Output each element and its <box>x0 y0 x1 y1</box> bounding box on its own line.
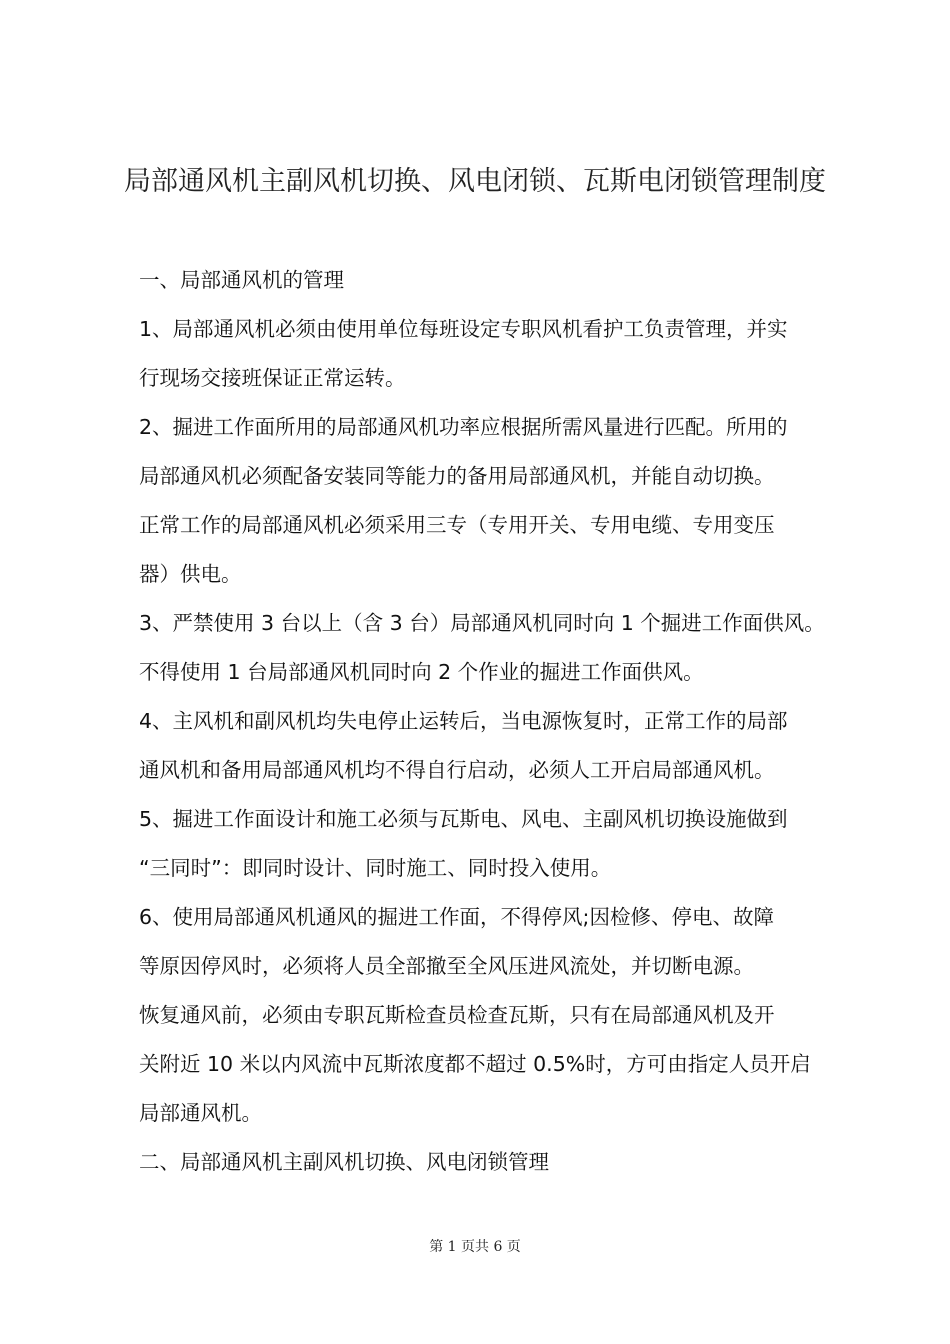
paragraph-line: 通风机和备用局部通风机均不得自行启动，必须人工开启局部通风机。 <box>139 758 775 782</box>
paragraph-line: 局部通风机必须配备安装同等能力的备用局部通风机，并能自动切换。 <box>139 464 775 488</box>
paragraph-line: 4、主风机和副风机均失电停止运转后，当电源恢复时，正常工作的局部 <box>139 709 788 733</box>
paragraph-line: 正常工作的局部通风机必须采用三专（专用开关、专用电缆、专用变压 <box>139 513 775 537</box>
paragraph-line: 5、掘进工作面设计和施工必须与瓦斯电、风电、主副风机切换设施做到 <box>139 807 788 831</box>
document-body <box>139 256 825 1187</box>
paragraph-line: 3、严禁使用 3 台以上（含 3 台）局部通风机同时向 1 个掘进工作面供风。 <box>139 611 825 635</box>
paragraph-line: 器）供电。 <box>139 562 242 586</box>
page-title: 局部通风机主副风机切换、风电闭锁、瓦斯电闭锁管理制度 <box>124 166 826 197</box>
section-heading: 一、局部通风机的管理 <box>139 268 344 292</box>
paragraph-line: 行现场交接班保证正常运转。 <box>139 366 406 390</box>
paragraph-line: 关附近 10 米以内风流中瓦斯浓度都不超过 0.5%时，方可由指定人员开启 <box>139 1052 811 1076</box>
paragraph-line: 恢复通风前，必须由专职瓦斯检查员检查瓦斯，只有在局部通风机及开 <box>139 1003 775 1027</box>
paragraph-line: 局部通风机。 <box>139 1101 262 1125</box>
page-footer: 第 1 页共 6 页 <box>429 1239 521 1255</box>
paragraph-line: 2、掘进工作面所用的局部通风机功率应根据所需风量进行匹配。所用的 <box>139 415 788 439</box>
section-heading: 二、局部通风机主副风机切换、风电闭锁管理 <box>139 1150 549 1174</box>
paragraph-line: 不得使用 1 台局部通风机同时向 2 个作业的掘进工作面供风。 <box>139 660 704 684</box>
paragraph-line: “三同时”：即同时设计、同时施工、同时投入使用。 <box>139 856 612 880</box>
paragraph-line: 1、局部通风机必须由使用单位每班设定专职风机看护工负责管理，并实 <box>139 317 788 341</box>
paragraph-line: 6、使用局部通风机通风的掘进工作面，不得停风;因检修、停电、故障 <box>139 905 774 929</box>
paragraph-line: 等原因停风时，必须将人员全部撤至全风压进风流处，并切断电源。 <box>139 954 754 978</box>
